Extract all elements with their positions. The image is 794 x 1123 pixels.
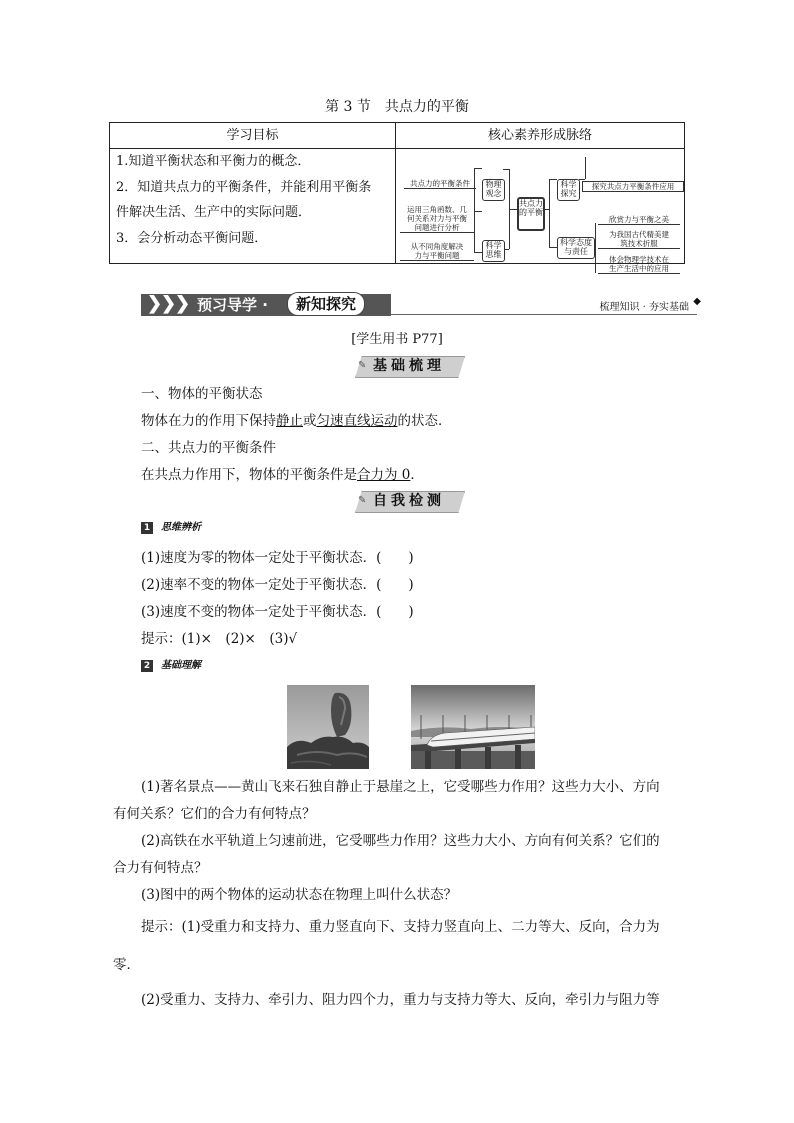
- goal-line: 1.知道平衡状态和平衡力的概念．: [116, 154, 311, 169]
- section-banner: [141, 290, 701, 320]
- basics-heading: 基础梳理: [373, 358, 445, 374]
- chevron-right-icon: ❯: [161, 293, 177, 314]
- goal-line: 2．知道共点力的平衡条件，并能利用平衡条: [116, 179, 372, 195]
- basics-h2: 二、共点力的平衡条件: [141, 440, 276, 456]
- hint-2a: 提示：(1)受重力和支持力、重力竖直向下、支持力竖直向上、二力等大、反向，合力为: [141, 919, 660, 935]
- question-para-3: (3)图中的两个物体的运动状态在物理上叫什么状态？: [141, 887, 458, 903]
- high-speed-train-photo: [411, 685, 535, 769]
- question-para-2a: (2)高铁在水平轨道上匀速前进，它受哪些力作用？这些力大小、方向有何关系？它们的: [141, 833, 660, 849]
- number-badge: 1: [141, 522, 153, 534]
- mindmap-left-2a: 运用三角函数、几: [407, 205, 467, 214]
- number-badge: 2: [141, 660, 153, 672]
- mindmap-right-2: 欣赏力与平衡之美: [598, 215, 680, 225]
- banner-subtitle: 梳理知识 · 夯实基础: [599, 302, 689, 313]
- mindmap-inquiry-box: 科学探究: [557, 179, 580, 201]
- mindmap-left-1: 共点力的平衡条件: [404, 179, 476, 189]
- banner-rule: [391, 314, 697, 315]
- mindmap-right-4b: 生产生活中的应用: [598, 264, 680, 274]
- mindmap-attitude-box: 科学态度与责任: [557, 237, 595, 259]
- literacy-mindmap: [396, 149, 684, 273]
- mindmap-left-3a: 从不同角度解决: [410, 242, 464, 251]
- goal-line: 件解决生活、生产中的实际问题．: [116, 205, 312, 220]
- mindmap-left-2c: 问题进行分析: [400, 223, 474, 233]
- question-2: (2)速率不变的物体一定处于平衡状态．( ): [141, 577, 414, 593]
- subsection-label: 基础理解: [161, 660, 201, 671]
- mindmap-left-2b: 何关系对力与平衡: [407, 214, 467, 223]
- question-para-1b: 有何关系？它们的合力有何特点？: [113, 806, 316, 822]
- textbook-reference: [学生用书 P77]: [351, 332, 443, 347]
- subsection-label: 思维辨析: [161, 522, 201, 533]
- question-para-2b: 合力有何特点？: [113, 860, 208, 876]
- leaf-icon: ✎: [358, 495, 367, 506]
- mindmap-center-box: 共点力的平衡: [517, 197, 545, 231]
- hint-1: 提示：(1)× (2)× (3)√: [141, 631, 298, 647]
- section-title: 第 3 节 共点力的平衡: [325, 99, 469, 115]
- question-para-1a: (1)著名景点——黄山飞来石独自静止于悬崖之上，它受哪些力作用？这些力大小、方向: [141, 779, 660, 795]
- mindmap-thinking-box: 科学思维: [482, 240, 505, 262]
- mindmap-cell: [396, 149, 685, 273]
- basics-p1: 物体在力的作用下保持静止或匀速直线运动的状态．: [141, 413, 452, 429]
- mindmap-right-1: 探究共点力平衡条件应用: [582, 181, 684, 192]
- mindmap-left-3b: 力与平衡问题: [400, 251, 474, 261]
- selfcheck-heading: 自我检测: [373, 493, 445, 509]
- mindmap-right-3b: 筑技术折服: [598, 239, 680, 249]
- basics-h1: 一、物体的平衡状态: [141, 386, 263, 402]
- mindmap-right-4a: 体会物理学技术在: [609, 255, 669, 264]
- leaf-icon: ✎: [358, 360, 367, 371]
- basics-p2: 在共点力作用下，物体的平衡条件是合力为 0．: [141, 467, 424, 483]
- learning-goals-table: [109, 122, 685, 273]
- chevron-right-icon: ❯: [147, 293, 163, 314]
- hint-3: (2)受重力、支持力、牵引力、阻力四个力，重力与支持力等大、反向，牵引力与阻力等: [141, 992, 660, 1008]
- chevron-right-icon: ❯: [175, 293, 191, 314]
- question-3: (3)速度不变的物体一定处于平衡状态．( ): [141, 604, 414, 620]
- mindmap-right-3a: 为我国古代精美建: [609, 230, 669, 239]
- question-1: (1)速度为零的物体一定处于平衡状态．( ): [141, 550, 414, 566]
- hint-2b: 零．: [113, 957, 140, 973]
- goals-header: 学习目标: [110, 123, 396, 149]
- flying-rock-photo: [287, 685, 369, 769]
- mindmap-concept-box: 物理观念: [482, 179, 505, 201]
- banner-title: 预习导学 ·: [197, 296, 268, 314]
- banner-pill: 新知探究: [287, 292, 365, 316]
- diamond-icon: ◆: [693, 296, 701, 307]
- literacy-header: 核心素养形成脉络: [396, 123, 685, 149]
- goal-line: 3．会分析动态平衡问题．: [116, 230, 268, 246]
- goals-cell: [110, 149, 396, 264]
